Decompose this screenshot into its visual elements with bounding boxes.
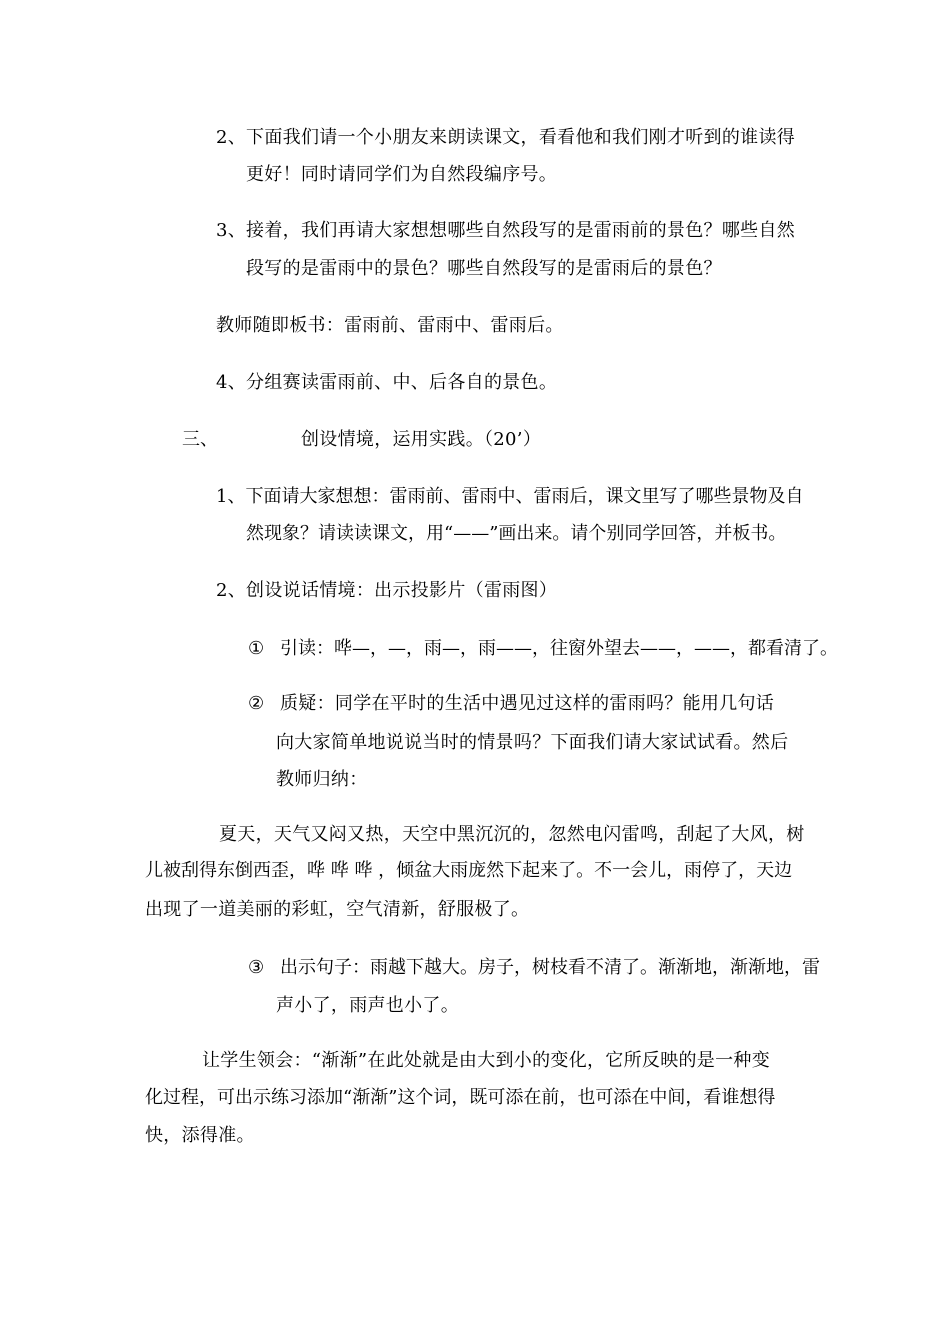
sub3-line1: 出示句子：雨越下越大。房子，树枝看不清了。渐渐地，渐渐地，雷 <box>280 957 820 978</box>
item3-line2: 段写的是雷雨中的景色？哪些自然段写的是雷雨后的景色？ <box>246 258 722 279</box>
s3-item1-line2: 然现象？请读读课文，用“——”画出来。请个别同学回答，并板书。 <box>246 523 787 544</box>
item4-text: 4、分组赛读雷雨前、中、后各自的景色。 <box>216 372 558 393</box>
teacher-board-text: 教师随即板书：雷雨前、雷雨中、雷雨后。 <box>216 315 564 336</box>
item3-line1: 3、接着，我们再请大家想想哪些自然段写的是雷雨前的景色？哪些自然 <box>216 220 796 241</box>
conclusion-line1: 让学生领会：“渐渐”在此处就是由大到小的变化，它所反映的是一种变 <box>202 1050 771 1071</box>
summary-line2: 儿被刮得东倒西歪，哗 哗 哗 ，倾盆大雨庞然下起来了。不一会儿，雨停了，天边 <box>145 860 793 881</box>
sub2-line3: 教师归纳： <box>276 769 368 790</box>
sub2-line2: 向大家简单地说说当时的情景吗？下面我们请大家试试看。然后 <box>276 732 789 753</box>
sub3-line2: 声小了，雨声也小了。 <box>276 995 459 1016</box>
sub3-mark: ③ <box>248 957 265 978</box>
section3-number: 三、 <box>182 429 218 450</box>
item2-line1: 2、下面我们请一个小朋友来朗读课文，看看他和我们刚才听到的谁读得 <box>216 127 796 148</box>
sub2-line1: 质疑：同学在平时的生活中遇见过这样的雷雨吗？能用几句话 <box>280 693 775 714</box>
conclusion-line3: 快，添得准。 <box>145 1125 255 1146</box>
s3-item2-text: 2、创设说话情境：出示投影片（雷雨图） <box>216 580 558 601</box>
item2-line2: 更好！同时请同学们为自然段编序号。 <box>246 164 558 185</box>
sub1-text: 引读：哗—，—，雨—，雨——，往窗外望去——，——，都看清了。 <box>280 638 838 659</box>
s3-item1-line1: 1、下面请大家想想：雷雨前、雷雨中、雷雨后，课文里写了哪些景物及自 <box>216 486 804 507</box>
summary-line1: 夏天，天气又闷又热，天空中黑沉沉的，忽然电闪雷鸣，刮起了大风，树 <box>219 824 805 845</box>
sub2-mark: ② <box>248 693 265 714</box>
section3-title: 创设情境，运用实践。（20’） <box>301 429 542 450</box>
conclusion-line2: 化过程，可出示练习添加“渐渐”这个词，既可添在前，也可添在中间，看谁想得 <box>145 1087 776 1108</box>
sub1-mark: ① <box>248 638 265 659</box>
summary-line3: 出现了一道美丽的彩虹，空气清新，舒服极了。 <box>145 899 530 920</box>
